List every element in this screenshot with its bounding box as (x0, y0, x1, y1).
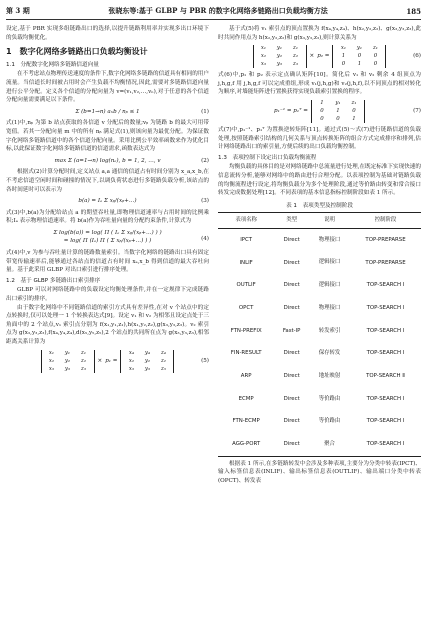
table-cell: TOP-SEARCH Ⅰ (366, 327, 405, 334)
paragraph: 均衡负载的具体目的是对网络链路中总流量进行处理,在既定标准下实现快速的信息流转分析,能够对网络中的路由进行合理分配。以表项控制为基础对链路负载的均衡流程进行设定,将均衡负载分为多个处理阶段,通过等价路由转变和常合接口转发完成数据处理[12]。不同表项的基本信息指标控制阶段如表 1 所示。 (218, 164, 421, 197)
table-cell: TOP-SEARCH Ⅰ (366, 395, 405, 402)
control-stage-table (218, 212, 421, 456)
table-row (218, 274, 421, 297)
table-row (218, 320, 421, 343)
equation-2-body: max Σ (a=1→n) log(nₐ), b = 1, 2, …, v (54, 157, 161, 164)
equation-4 (6, 229, 209, 246)
table-cell: Direct (283, 282, 300, 289)
table-cell: Direct (283, 350, 300, 357)
equation-4-number: (4) (201, 235, 209, 242)
equation-4-rhs: = log( Π (Iₐ) Π ( Σ xᵦ/(xᵦ+…) ) ) (63, 238, 152, 245)
matrix-v1: x₁ y₁ z₁ x₂ y₂ z₂ x₃ y₃ z₃ (41, 350, 95, 373)
equation-2 (6, 157, 209, 166)
table-cell: Direct (283, 259, 300, 266)
table-row (218, 433, 421, 456)
matrix-v2: x₄ y₄ z₄ x₂ y₂ z₂ x₃ y₃ z₃ (120, 350, 174, 373)
table-cell: TOP-SEARCH Ⅰ (366, 418, 405, 425)
table-cell: 逻辑接口 (318, 282, 341, 289)
table-row (218, 252, 421, 275)
right-column (218, 25, 421, 486)
running-title: 张晓东等:基于 GLBP 与 PBR 的数字化网络多链路出口负载均衡方法 (108, 6, 328, 15)
equation-5-number: (5) (201, 357, 209, 364)
table-row (218, 228, 421, 251)
header-rule (6, 19, 421, 20)
column-header: 表项名称 (218, 213, 274, 229)
table-cell: IPCT (240, 236, 253, 243)
table-cell: 物理接口 (318, 236, 341, 243)
subsection-1-2-title: 1.2 基于 GLBP 多链路出口索引排序 (6, 277, 101, 284)
table-row (218, 410, 421, 433)
equation-7-lhs: p₁⁻¹ = p₁ᵀ = (274, 108, 308, 115)
table-cell: 地址映射 (318, 372, 341, 379)
issue-number: 第 3 期 (6, 6, 30, 15)
table-cell: 转发索引 (318, 327, 341, 334)
column-header: 说明 (309, 213, 350, 229)
paragraph: 由于数字化网络中不同链路信道的索引方式具有差异性,在对 v 个站点中的定点转换时,仅可以处理一 1 个转换表达式[9]。设定 v₁ 和 v₂ 为相邻且设定点处于三角面中的 2 个站点,v₁ 索引点分别为 f(x₁,y₁,z₁),h(x₁,y₂,z₂),g(x₃,y₃,z₃)。v₂ 索引点为 g(x₃,y₃,z₃),f(x₄,y₄,z₄),d(x₅,y₅,z₅),2 个站点的共同所在点为 g(x₃,y₃,z₃),相邻距离关系计算为 (6, 304, 209, 345)
matrix-a: x₁ y₁ z₁ x₂ y₂ z₂ x₃ y₃ z₃ (253, 45, 307, 68)
table-row (218, 342, 421, 365)
table-cell: Direct (283, 395, 300, 402)
page-header (6, 4, 421, 18)
equation-2-number: (2) (201, 157, 209, 164)
table-cell: ARP (240, 373, 252, 380)
table-cell: TOP-SEARCH Ⅰ (366, 350, 405, 357)
matrix-b: x₁ y₁ z₁ 1 0 0 0 1 0 (332, 45, 386, 68)
equation-1 (6, 108, 209, 117)
section-1-title: 1 数字化网络多链路出口负载均衡设计 (6, 47, 148, 57)
equation-3 (6, 197, 209, 206)
table-row (218, 297, 421, 320)
subsection-1-1-title: 1.1 分配数字化网络多链路信道向量 (6, 61, 99, 68)
table-title: 表 1 表项类型及控制阶段 (286, 202, 353, 209)
table-cell: TOP-SEARCH Ⅰ (366, 305, 405, 312)
paragraph: 式(6)中,p₁ 和 p₂ 表示定点确认矩阵[10]。简化后 v₁ 和 v₂ 剩余 4 组顶点为 j,h,g,f 用 j,h,g,f 可以完成重组,形成 v₁(j,h,g)和 v₂(j,h,f),以不同顶点的相对转化为顺序,对墙能矩阵进行置换获得实现负载索引置换的程序。 (218, 72, 421, 96)
equation-1-rhs: ≤ 1 (129, 108, 140, 115)
table-cell: FTN-PREFIX (230, 327, 262, 334)
equation-3-body: b(a) = Iₐ Σ xᵦ/(xᵦ+…) (78, 198, 137, 205)
table-cell: TOP-SEARCH Ⅰ (366, 282, 405, 289)
intro-paragraph: 设定,基于 PBR 实现多组链路出口的选择,以提升链路利用率并实现多出口环境下的负载均衡优化。 (6, 26, 209, 41)
subsection-1-3-title: 1.3 表项控制下设定出口负载均衡流程 (218, 154, 317, 161)
table-cell: 聚合 (309, 433, 350, 456)
equation-4-body: Σ log(b(a)) = log( Π ( Iₐ Σ xᵦ/(xᵦ+…) ) ) (53, 229, 162, 236)
table-cell: TOP-SEARCH Ⅰ (350, 433, 421, 456)
equation-1-body: Σ (b=1→n) aₕb / nᵦ (75, 108, 128, 115)
equation-1-number: (1) (201, 108, 209, 115)
table-cell: OUTLIF (236, 282, 256, 289)
paragraph: 基于式(5)将 v₁ 索引点的顶点置换为 f(x₄,y₄,z₄)、h(x₂,y₂,z₂)、g(x₃,y₃,z₃),此时共同作用点为 h(x₂,y₂,z₂)和 g(x₃,y₃,z₃),则计算关系为 (218, 26, 421, 41)
table-cell: Direct (283, 236, 300, 243)
table-cell: AGG-PORT (218, 433, 274, 456)
table-row (218, 365, 421, 388)
table-cell: 物理接口 (318, 304, 341, 311)
table-header-row (218, 213, 421, 229)
paragraph: 根据表 1 所示,在多链路转发中会涉及多种表项,主要分为分类中转表(IPCT)、输入标签信息表(INLIF)、输出标签信息表(OUTLIF)、输出端口分类中转表(OPCT)、转发表 (218, 460, 421, 484)
table-cell: TOP-SEARCH Ⅱ (366, 373, 405, 380)
table-cell: OPCT (238, 305, 254, 312)
table-cell: TOP-PREPARSE (365, 259, 406, 266)
table-cell: TOP-PREPARSE (365, 236, 406, 243)
table-cell: FTN-ECMP (232, 418, 260, 425)
table-row (218, 388, 421, 411)
left-column (6, 25, 209, 376)
equation-5: x₁ y₁ z₁ x₂ y₂ z₂ x₃ y₃ z₃ × p₁ = x₄ y₄ z₄ x₂ y₂ z₂ x₃ y₃ z₃ (5) (6, 350, 209, 373)
table-cell: Direct (283, 373, 300, 380)
paragraph: 在不考虑站点物理传送速度的条件下,数字化网络多链路的信道具有相同的用户流量。当信道长时间被占用时会产生负载不均衡情况,因此,需要对多链路信道向量进行公平分配。定义各个信道的分配向量为 v=(v₁,v₂,…,vₙ),对于任意的各个信道分配向量需要满足以下条件。 (6, 71, 209, 104)
table-cell: Direct (283, 418, 300, 425)
table-cell: 保存转发 (318, 350, 341, 357)
table-cell: Direct (274, 433, 309, 456)
table-cell: 等价路由 (318, 418, 341, 425)
paragraph: 式(4)中,v 为参与吞吐量计算的链路数量索引。当数字化网络的链路出口具有固定带宽传输速率后,能够通过各站点的信道占有时间 xₐ,x_b 得到信道的最大吞吐向量。基于此采用 GLBP 对出口索引进行排序处理。 (6, 250, 209, 274)
paragraph: GLBP 可以对网络链路中的负载设定均衡处理条件,并在一定规律下完成链路出口索引的排序。 (6, 287, 209, 303)
table-cell: 等价路由 (318, 395, 341, 402)
equation-7-number: (7) (413, 108, 421, 115)
equation-6-number: (6) (413, 53, 421, 60)
paragraph: 根据式(2)计算分配时间,定义站点 a,a 通信的信道占有时间分别为 x_a,x_b,在不考虑信道空闲时间和碰撞的情况下,以调负荷状态进行多链路负载分析,该站点的各时间延时可以表示为 (6, 169, 209, 193)
table-cell: INLIF (239, 259, 253, 266)
equation-7 (218, 100, 421, 123)
equation-3-number: (3) (201, 198, 209, 205)
equation-6: x₁ y₁ z₁ x₂ y₂ z₂ x₃ y₃ z₃ × p₂ = x₁ y₁ z₁ 1 0 0 0 1 0 (6) (218, 45, 421, 68)
table-cell: 逻辑接口 (318, 259, 341, 266)
paragraph: 式(3)中,b(a)为分配给站点 a 的期望吞吐量,即物理信道速率与占用时间的比例乘积;Iₐ 表示物理信道速率。将 b(a)作为吞吐量向量的分配约束条件,计算式为 (6, 209, 209, 225)
table-cell: Fast-IP (282, 327, 301, 334)
paragraph: 式(1)中,nᵦ 为第 b 站点获取的各信道 v 分配后的数量;vᵦ 为链路 b 的最大可用带宽值。若其一分配向量 m 中的所有 nᵦ 满足式(1),则该向量为最优分配。为保证数字化网络多链路信道中的各个信道分配向量。采用比例公平效率函数来作为优化目标,以此保证数字化网络多链路信道的信道需求,函数表达式为 (6, 120, 209, 153)
paragraph: 式(7)中,p₁⁻¹、p₁ᵀ 为置换逆转矩阵[11]。通过式(5)～式(7)进行链路信道的负载处理,按照链路索引结构的几何关系与顶点转换矩阵的组合方式完成排序和排列,估计网络链路出口的索引量,方便后续的出口负载均衡控制。 (218, 126, 421, 151)
table-cell: FIN-RESULT (230, 350, 262, 357)
column-header: 控制阶段 (350, 213, 421, 229)
table-cell: Direct (283, 305, 300, 312)
matrix-p: 1 y₁ z₁ 0 1 0 0 0 1 (311, 100, 365, 123)
column-header: 类型 (274, 213, 309, 229)
page-number: 185 (406, 6, 421, 16)
table-cell: ECMP (238, 395, 254, 402)
